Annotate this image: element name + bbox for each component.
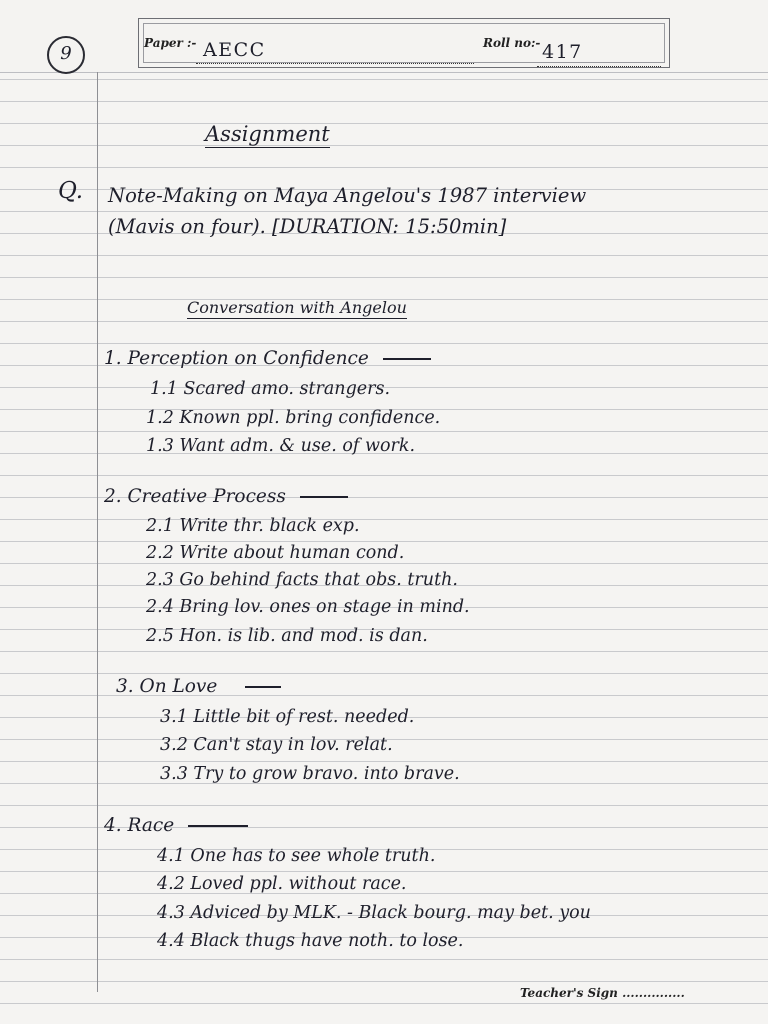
paper-value: AECC bbox=[203, 39, 266, 61]
item-1-1: 1.1 Scared amo. strangers. bbox=[150, 379, 391, 399]
paper-label: Paper :- bbox=[144, 36, 197, 50]
section-1-heading bbox=[104, 348, 431, 369]
item-1-3: 1.3 Want adm. & use. of work. bbox=[146, 436, 416, 456]
section-4-dash bbox=[188, 825, 248, 827]
item-4-3: 4.3 Adviced by MLK. - Black bourg. may bet. you bbox=[157, 903, 591, 923]
paper-dotted-line bbox=[196, 63, 474, 64]
section-4-heading bbox=[104, 815, 248, 836]
item-4-1: 4.1 One has to see whole truth. bbox=[157, 846, 436, 866]
section-2-dash bbox=[300, 496, 348, 498]
page-number: 9 bbox=[47, 36, 85, 74]
conversation-subtitle: Conversation with Angelou bbox=[187, 298, 407, 317]
section-1-heading-text: 1. Perception on Confidence bbox=[104, 348, 369, 369]
question-marker: Q. bbox=[58, 178, 84, 204]
assignment-title: Assignment bbox=[205, 122, 330, 146]
roll-label: Roll no:- bbox=[483, 36, 541, 50]
item-2-4: 2.4 Bring lov. ones on stage in mind. bbox=[146, 597, 470, 617]
question-line-2: (Mavis on four). [DURATION: 15:50min] bbox=[108, 215, 507, 238]
roll-value: 417 bbox=[542, 41, 583, 63]
margin-line bbox=[97, 72, 98, 992]
item-2-2: 2.2 Write about human cond. bbox=[146, 543, 405, 563]
item-2-3: 2.3 Go behind facts that obs. truth. bbox=[146, 570, 458, 590]
item-3-3: 3.3 Try to grow bravo. into brave. bbox=[160, 764, 460, 784]
roll-dotted-line bbox=[537, 66, 661, 67]
teacher-sign: Teacher's Sign ............... bbox=[520, 986, 685, 1000]
section-4-heading-text: 4. Race bbox=[104, 815, 175, 836]
section-3-dash bbox=[245, 686, 281, 688]
section-1-dash bbox=[383, 358, 431, 360]
item-2-1: 2.1 Write thr. black exp. bbox=[146, 516, 360, 536]
section-2-heading bbox=[104, 486, 348, 507]
section-3-heading bbox=[116, 676, 281, 697]
item-3-2: 3.2 Can't stay in lov. relat. bbox=[160, 735, 393, 755]
item-2-5: 2.5 Hon. is lib. and mod. is dan. bbox=[146, 626, 428, 646]
section-2-heading-text: 2. Creative Process bbox=[104, 486, 286, 507]
question-line-1: Note-Making on Maya Angelou's 1987 interview bbox=[108, 184, 587, 207]
item-1-2: 1.2 Known ppl. bring confidence. bbox=[146, 408, 441, 428]
item-4-2: 4.2 Loved ppl. without race. bbox=[157, 874, 407, 894]
item-4-4: 4.4 Black thugs have noth. to lose. bbox=[157, 931, 464, 951]
item-3-1: 3.1 Little bit of rest. needed. bbox=[160, 707, 415, 727]
section-3-heading-text: 3. On Love bbox=[116, 676, 218, 697]
